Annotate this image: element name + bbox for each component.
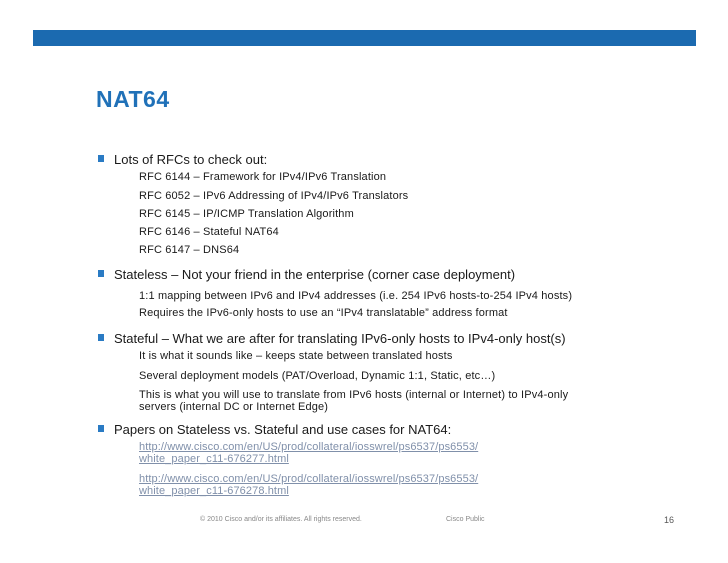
paper-link-2-line2[interactable]: white_paper_c11-676278.html xyxy=(139,485,289,497)
sub-item: RFC 6146 – Stateful NAT64 xyxy=(139,226,279,238)
paper-link-1-line2[interactable]: white_paper_c11-676277.html xyxy=(139,453,289,465)
bullet-text: Lots of RFCs to check out: xyxy=(114,152,268,167)
footer-classification: Cisco Public xyxy=(446,516,485,523)
bullet-square-icon xyxy=(98,155,104,162)
sub-item: 1:1 mapping between IPv6 and IPv4 addresses (i.e. 254 IPv6 hosts-to-254 IPv4 hosts) xyxy=(139,290,573,302)
slide-title: NAT64 xyxy=(96,86,170,112)
sub-item: RFC 6052 – IPv6 Addressing of IPv4/IPv6 Translators xyxy=(139,190,409,202)
bullet-text: Papers on Stateless vs. Stateful and use cases for NAT64: xyxy=(114,422,452,437)
sub-item: RFC 6144 – Framework for IPv4/IPv6 Translation xyxy=(139,171,387,183)
sub-item: Requires the IPv6-only hosts to use an “IPv4 translatable” address format xyxy=(139,307,508,319)
bullet-text: Stateful – What we are after for translating IPv6-only hosts to IPv4-only host(s) xyxy=(114,331,566,346)
bullet-text: Stateless – Not your friend in the enterprise (corner case deployment) xyxy=(114,267,516,282)
footer-copyright: © 2010 Cisco and/or its affiliates. All rights reserved. xyxy=(200,516,362,523)
bullet-square-icon xyxy=(98,334,104,341)
bullet-square-icon xyxy=(98,425,104,432)
sub-item: Several deployment models (PAT/Overload, Dynamic 1:1, Static, etc…) xyxy=(139,370,496,382)
paper-link-2-line1[interactable]: http://www.cisco.com/en/US/prod/collateral/iosswrel/ps6537/ps6553/ xyxy=(139,473,479,485)
top-banner-bar xyxy=(33,30,696,46)
sub-item: RFC 6145 – IP/ICMP Translation Algorithm xyxy=(139,208,354,220)
paper-link-1-line1[interactable]: http://www.cisco.com/en/US/prod/collateral/iosswrel/ps6537/ps6553/ xyxy=(139,441,479,453)
page-number: 16 xyxy=(664,515,675,525)
sub-item: This is what you will use to translate from IPv6 hosts (internal or Internet) to IPv4-only xyxy=(139,389,569,401)
sub-item: servers (internal DC or Internet Edge) xyxy=(139,401,329,413)
sub-item: It is what it sounds like – keeps state between translated hosts xyxy=(139,350,453,362)
sub-item: RFC 6147 – DNS64 xyxy=(139,244,240,256)
bullet-square-icon xyxy=(98,270,104,277)
